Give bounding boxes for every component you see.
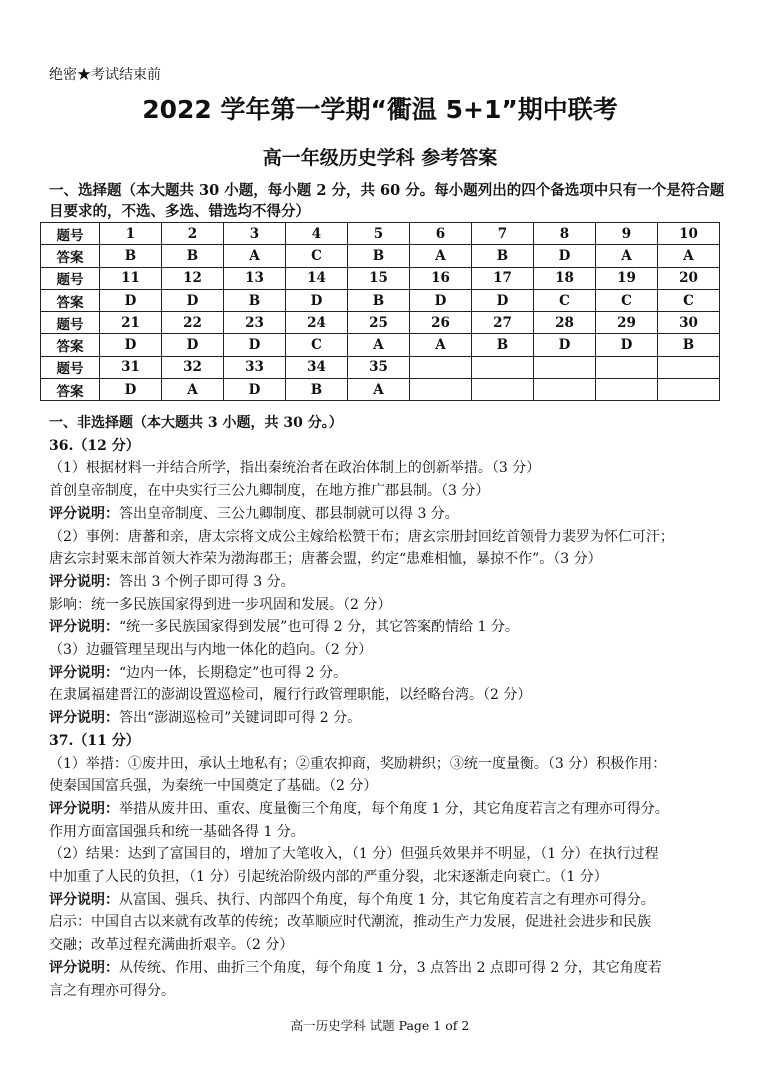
- table-cell: C: [596, 289, 658, 311]
- content-text: 从富国、强兵、执行、内部四个角度，每个角度 1 分，其它角度若言之有理亦可得分。: [119, 891, 655, 908]
- content-line: [49, 730, 739, 753]
- content-text: 37.（11 分）: [49, 732, 140, 749]
- table-cell: 31: [100, 356, 162, 378]
- table-cell: B: [348, 245, 410, 267]
- content-line: [49, 435, 739, 458]
- table-cell: 18: [534, 267, 596, 289]
- table-row: [41, 379, 720, 401]
- table-cell: 35: [348, 356, 410, 378]
- content-text: “统一多民族国家得到发展”也可得 2 分，其它答案酌情给 1 分。: [119, 619, 519, 636]
- table-cell: C: [658, 289, 720, 311]
- content-line: [49, 526, 739, 549]
- content-text: 作用方面富国强兵和统一基础各得 1 分。: [49, 823, 305, 840]
- table-cell: D: [286, 289, 348, 311]
- table-cell: 30: [658, 312, 720, 334]
- table-cell: C: [286, 334, 348, 356]
- table-row: [41, 245, 720, 267]
- table-row: [41, 356, 720, 378]
- row-header-cell: 答案: [41, 379, 100, 401]
- content-text: （2）事例：唐蕃和亲，唐太宗将文成公主嫁给松赞干布；唐玄宗册封回纥首领骨力裴罗为怀仁可汗；: [49, 528, 674, 545]
- scoring-note-label: 评分说明：: [49, 573, 119, 590]
- table-cell: D: [472, 289, 534, 311]
- section-1-heading: 一、选择题（本大题共 30 小题，每小题 2 分，共 60 分。每小题列出的四个备选项中只有一个是符合题目要求的，不选、多选、错选均不得分）: [49, 182, 725, 220]
- table-cell: 7: [472, 223, 534, 245]
- table-row: [41, 312, 720, 334]
- table-cell: 6: [410, 223, 472, 245]
- table-cell: A: [596, 245, 658, 267]
- table-cell: D: [162, 334, 224, 356]
- content-text: 唐玄宗封粟末部首领大祚荣为渤海郡王；唐蕃会盟，约定“患难相恤，暴掠不作”。（3 分）: [49, 551, 602, 568]
- table-cell: D: [162, 289, 224, 311]
- table-cell: B: [286, 379, 348, 401]
- table-cell: D: [100, 334, 162, 356]
- table-cell: [596, 356, 658, 378]
- table-cell: D: [534, 245, 596, 267]
- table-cell: 4: [286, 223, 348, 245]
- content-line: [49, 980, 739, 1003]
- content-text: 答出 3 个例子即可得 3 分。: [119, 573, 295, 590]
- content-line: [49, 594, 739, 617]
- content-line: [49, 684, 739, 707]
- table-cell: 11: [100, 267, 162, 289]
- page-footer: 高一历史学科 试题 Page 1 of 2: [290, 1018, 470, 1033]
- table-cell: B: [348, 289, 410, 311]
- content-line: [49, 457, 739, 480]
- content-text: 答出皇帝制度、三公九卿制度、郡县制就可以得 3 分。: [119, 505, 459, 522]
- table-cell: 5: [348, 223, 410, 245]
- table-cell: B: [658, 334, 720, 356]
- table-cell: 20: [658, 267, 720, 289]
- table-cell: 12: [162, 267, 224, 289]
- content-line: [49, 911, 739, 934]
- row-header-cell: 题号: [41, 356, 100, 378]
- content-line: [49, 775, 739, 798]
- table-cell: 24: [286, 312, 348, 334]
- scoring-note-label: 评分说明：: [49, 710, 119, 727]
- content-text: （2）结果：达到了富国目的，增加了大笔收入，（1 分）但强兵效果并不明显，（1 分）在执行过程: [49, 846, 659, 863]
- content-line: [49, 889, 739, 912]
- row-header-cell: 题号: [41, 312, 100, 334]
- content-line: [49, 662, 739, 685]
- row-header-cell: 题号: [41, 223, 100, 245]
- table-cell: 26: [410, 312, 472, 334]
- table-cell: 34: [286, 356, 348, 378]
- scoring-note-label: 评分说明：: [49, 664, 119, 681]
- content-text: 36.（12 分）: [49, 437, 140, 454]
- table-cell: D: [100, 379, 162, 401]
- table-cell: [472, 379, 534, 401]
- scoring-note-label: 评分说明：: [49, 505, 119, 522]
- table-cell: D: [224, 379, 286, 401]
- table-cell: 23: [224, 312, 286, 334]
- scoring-note-label: 评分说明：: [49, 891, 119, 908]
- content-text: 首创皇帝制度，在中央实行三公九卿制度，在地方推广郡县制。（3 分）: [49, 483, 490, 500]
- content-text: 影响：统一多民族国家得到进一步巩固和发展。（2 分）: [49, 596, 392, 613]
- table-cell: [472, 356, 534, 378]
- table-cell: B: [472, 245, 534, 267]
- content-text: 言之有理亦可得分。: [49, 982, 175, 999]
- content-line: [49, 548, 739, 571]
- table-cell: 28: [534, 312, 596, 334]
- table-cell: 22: [162, 312, 224, 334]
- table-cell: D: [534, 334, 596, 356]
- table-row: [41, 289, 720, 311]
- content-text: 使秦国国富兵强，为秦统一中国奠定了基础。（2 分）: [49, 778, 378, 795]
- page-subtitle: 高一年级历史学科 参考答案: [262, 147, 498, 169]
- content-line: [49, 957, 739, 980]
- table-cell: 32: [162, 356, 224, 378]
- table-cell: A: [410, 334, 472, 356]
- table-cell: A: [410, 245, 472, 267]
- table-cell: 14: [286, 267, 348, 289]
- table-cell: [658, 356, 720, 378]
- table-cell: 25: [348, 312, 410, 334]
- content-text: 举措从废井田、重农、度量衡三个角度，每个角度 1 分，其它角度若言之有理亦可得分。: [119, 800, 669, 817]
- table-cell: B: [100, 245, 162, 267]
- answer-table: [40, 222, 720, 401]
- table-cell: D: [100, 289, 162, 311]
- table-cell: D: [410, 289, 472, 311]
- content-line: [49, 616, 739, 639]
- table-cell: C: [534, 289, 596, 311]
- table-cell: [534, 356, 596, 378]
- table-cell: 2: [162, 223, 224, 245]
- content-text: （1）举措：①废井田，承认土地私有；②重农抑商，奖励耕织；③统一度量衡。（3 分）积极作用：: [49, 755, 667, 772]
- table-cell: [534, 379, 596, 401]
- row-header-cell: 答案: [41, 334, 100, 356]
- content-line: [49, 798, 739, 821]
- table-cell: 8: [534, 223, 596, 245]
- content-text: “边内一体，长期稳定”也可得 2 分。: [119, 664, 348, 681]
- table-cell: 3: [224, 223, 286, 245]
- table-cell: 10: [658, 223, 720, 245]
- content-text: 中加重了人民的负担，（1 分）引起统治阶级内部的严重分裂，北宋逐渐走向衰亡。（1 分）: [49, 869, 608, 886]
- scoring-note-label: 评分说明：: [49, 619, 119, 636]
- table-cell: A: [658, 245, 720, 267]
- table-cell: D: [596, 334, 658, 356]
- table-cell: 19: [596, 267, 658, 289]
- content-line: [49, 843, 739, 866]
- table-cell: B: [224, 289, 286, 311]
- content-line: [49, 639, 739, 662]
- confidential-label: 绝密★考试结束前: [49, 67, 161, 83]
- content-line: [49, 503, 739, 526]
- table-cell: 9: [596, 223, 658, 245]
- table-cell: A: [348, 379, 410, 401]
- content-text: 一、非选择题（本大题共 3 小题，共 30 分。）: [49, 415, 343, 431]
- table-row: [41, 223, 720, 245]
- table-cell: D: [224, 334, 286, 356]
- table-cell: 29: [596, 312, 658, 334]
- table-cell: B: [472, 334, 534, 356]
- table-cell: 16: [410, 267, 472, 289]
- table-cell: 33: [224, 356, 286, 378]
- scoring-note-label: 评分说明：: [49, 959, 119, 976]
- content-line: [49, 412, 739, 435]
- content-text: （1）根据材料一并结合所学，指出秦统治者在政治体制上的创新举措。（3 分）: [49, 460, 541, 477]
- table-cell: [596, 379, 658, 401]
- table-cell: 21: [100, 312, 162, 334]
- content-text: 在隶属福建晋江的澎湖设置巡检司，履行行政管理职能，以经略台湾。（2 分）: [49, 687, 532, 704]
- row-header-cell: 题号: [41, 267, 100, 289]
- table-row: [41, 334, 720, 356]
- content-line: [49, 821, 739, 844]
- content-text: 启示：中国自古以来就有改革的传统；改革顺应时代潮流，推动生产力发展，促进社会进步和民族: [49, 914, 651, 931]
- table-cell: 1: [100, 223, 162, 245]
- page-title: 2022 学年第一学期“衢温 5+1”期中联考: [142, 95, 618, 124]
- table-cell: A: [224, 245, 286, 267]
- table-cell: B: [162, 245, 224, 267]
- table-cell: C: [286, 245, 348, 267]
- table-cell: A: [348, 334, 410, 356]
- content-text: （3）边疆管理呈现出与内地一体化的趋向。（2 分）: [49, 642, 373, 659]
- table-cell: A: [162, 379, 224, 401]
- row-header-cell: 答案: [41, 245, 100, 267]
- table-cell: [410, 379, 472, 401]
- content-text: 从传统、作用、曲折三个角度，每个角度 1 分，3 点答出 2 点即可得 2 分，其它角度若: [119, 959, 662, 976]
- content-line: [49, 707, 739, 730]
- table-cell: [658, 379, 720, 401]
- content-line: [49, 934, 739, 957]
- content-line: [49, 480, 739, 503]
- content-line: [49, 866, 739, 889]
- table-cell: 13: [224, 267, 286, 289]
- table-cell: 27: [472, 312, 534, 334]
- content-text: 答出“澎湖巡检司”关键词即可得 2 分。: [119, 710, 362, 727]
- table-row: [41, 267, 720, 289]
- content-text: 交融；改革过程充满曲折艰辛。（2 分）: [49, 937, 294, 954]
- scoring-note-label: 评分说明：: [49, 800, 119, 817]
- table-cell: [410, 356, 472, 378]
- table-cell: 15: [348, 267, 410, 289]
- non-choice-section: [49, 412, 739, 1002]
- row-header-cell: 答案: [41, 289, 100, 311]
- content-line: [49, 571, 739, 594]
- content-line: [49, 753, 739, 776]
- table-cell: 17: [472, 267, 534, 289]
